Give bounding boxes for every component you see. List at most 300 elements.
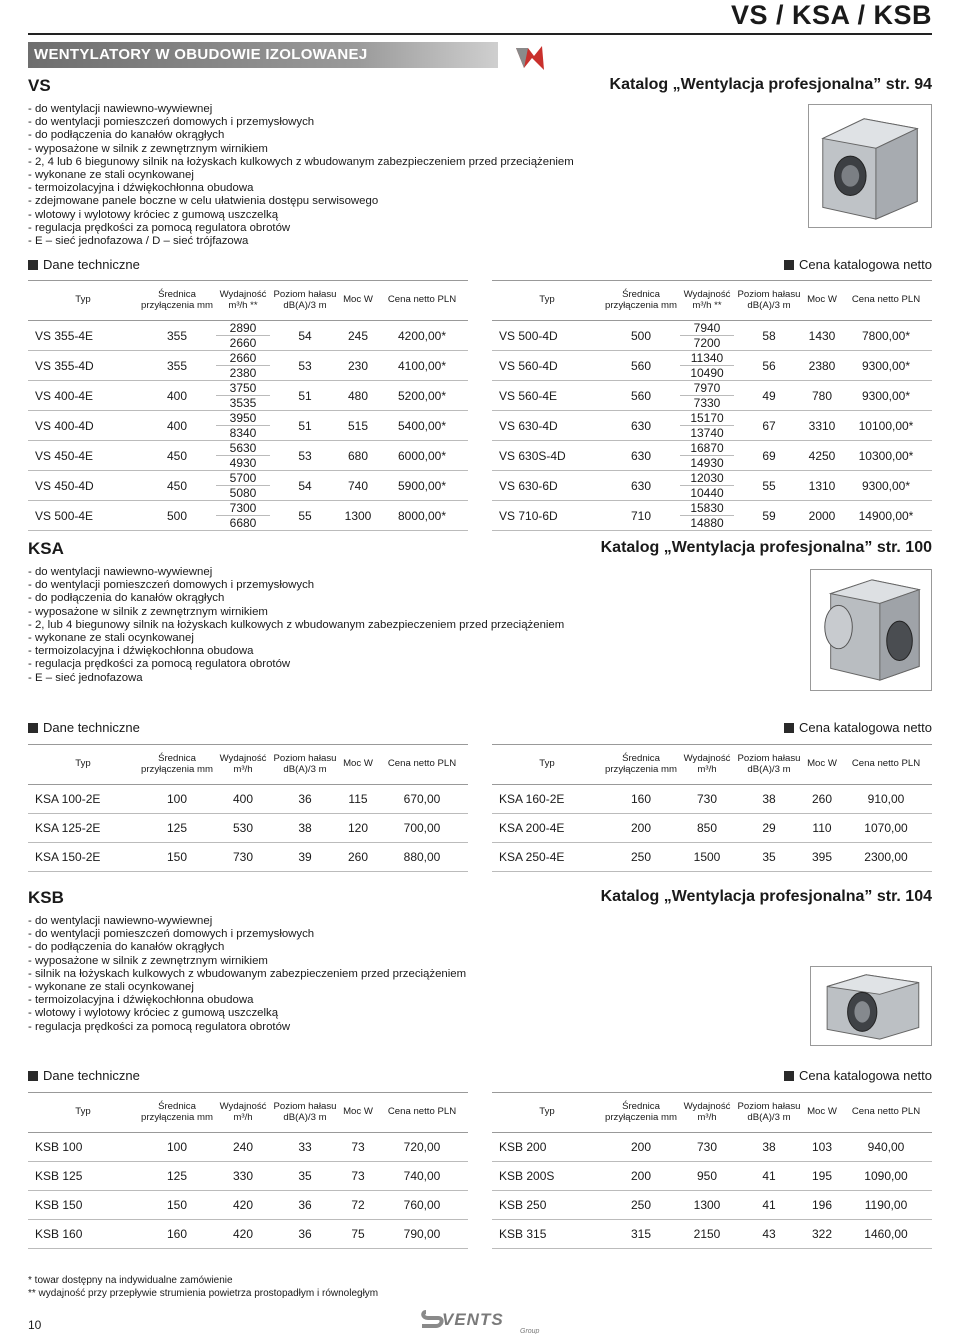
- cell-cena: 740,00: [376, 1162, 468, 1191]
- cell-typ: VS 355-4E: [28, 321, 138, 351]
- cell-moc: 740: [340, 471, 376, 501]
- col-typ: Typ: [492, 1093, 602, 1133]
- cell-srednica: 250: [602, 843, 680, 872]
- bullet-square-icon: [28, 1071, 38, 1081]
- cell-wydajnosc: [680, 501, 734, 531]
- table-row: [492, 471, 932, 501]
- cell-srednica: 100: [138, 785, 216, 814]
- feature-item: - do wentylacji pomieszczeń domowych i przemysłowych: [28, 116, 315, 129]
- cell-wydajnosc: [216, 441, 270, 471]
- feature-item: - wykonane ze stali ocynkowanej: [28, 169, 194, 182]
- cell-cena: 14900,00*: [840, 501, 932, 531]
- cell-wydajnosc: [680, 381, 734, 411]
- flow-value: 13740: [680, 425, 734, 440]
- flow-value: 3535: [216, 395, 270, 410]
- cell-moc: 120: [340, 814, 376, 843]
- ksa-table-left: [28, 744, 468, 872]
- cell-moc: 115: [340, 785, 376, 814]
- table-row: [492, 785, 932, 814]
- flow-value: 15830: [690, 501, 724, 515]
- table-row: [28, 1191, 468, 1220]
- cell-typ: VS 400-4E: [28, 381, 138, 411]
- cell-poziom: 67: [734, 411, 804, 441]
- brand-sub: Group: [520, 1328, 540, 1334]
- brand-mark-icon: [514, 44, 546, 72]
- cell-poziom: 35: [734, 843, 804, 872]
- cell-poziom: 41: [734, 1191, 804, 1220]
- bullet-square-icon: [784, 260, 794, 270]
- cell-poziom: 58: [734, 321, 804, 351]
- cell-cena: 4100,00*: [376, 351, 468, 381]
- ksb-catalog-ref: Katalog „Wentylacja profesjonalna” str. 104: [600, 888, 932, 905]
- cell-poziom: 36: [270, 1191, 340, 1220]
- cell-typ: KSB 200S: [492, 1162, 602, 1191]
- ksa-feature-list: [28, 566, 564, 685]
- feature-item: - do podłączenia do kanałów okrągłych: [28, 592, 225, 605]
- cell-wydajnosc: [216, 471, 270, 501]
- cell-wydajnosc: 420: [216, 1220, 270, 1249]
- feature-item: - do wentylacji pomieszczeń domowych i przemysłowych: [28, 928, 315, 941]
- cell-poziom: 55: [270, 501, 340, 531]
- col-srednica: Średnica przyłączenia mm: [602, 281, 680, 321]
- cell-typ: KSA 200-4E: [492, 814, 602, 843]
- cell-cena: 8000,00*: [376, 501, 468, 531]
- col-cena: Cena netto PLN: [376, 281, 468, 321]
- page-number: 10: [28, 1318, 42, 1332]
- col-cena: Cena netto PLN: [376, 745, 468, 785]
- cell-moc: 480: [340, 381, 376, 411]
- cell-typ: KSB 100: [28, 1133, 138, 1162]
- cell-wydajnosc: [680, 351, 734, 381]
- cell-moc: 260: [340, 843, 376, 872]
- vs-section-title: VS: [28, 76, 51, 95]
- col-typ: Typ: [28, 281, 138, 321]
- flow-value: 5630: [229, 441, 257, 455]
- feature-item: - wlotowy i wylotowy króciec z gumową uszczelką: [28, 208, 279, 221]
- price-label: Cena katalogowa netto: [799, 720, 932, 735]
- bullet-square-icon: [784, 723, 794, 733]
- flow-value: 10490: [680, 365, 734, 380]
- cell-srednica: 400: [138, 381, 216, 411]
- cell-wydajnosc: 240: [216, 1133, 270, 1162]
- cell-cena: 670,00: [376, 785, 468, 814]
- price-label: Cena katalogowa netto: [799, 1068, 932, 1083]
- col-poziom: Poziom hałasu dB(A)/3 m: [270, 281, 340, 321]
- flow-value: 12030: [690, 471, 724, 485]
- cell-wydajnosc: 1300: [680, 1191, 734, 1220]
- cell-typ: KSA 150-2E: [28, 843, 138, 872]
- feature-item: - regulacja prędkości za pomocą regulatora obrotów: [28, 658, 291, 671]
- col-poziom: Poziom hałasu dB(A)/3 m: [734, 745, 804, 785]
- cell-cena: 9300,00*: [840, 351, 932, 381]
- flow-value: 6680: [216, 515, 270, 530]
- col-moc: Moc W: [340, 745, 376, 785]
- flow-value: 3950: [229, 411, 257, 425]
- cell-poziom: 38: [734, 1133, 804, 1162]
- feature-item: - E – sieć jednofazowa / D – sieć trójfazowa: [28, 235, 249, 248]
- feature-item: - zdejmowane panele boczne w celu ułatwienia dostępu serwisowego: [28, 195, 379, 208]
- cell-moc: 260: [804, 785, 840, 814]
- cell-wydajnosc: 330: [216, 1162, 270, 1191]
- flow-value: 16870: [690, 441, 724, 455]
- cell-cena: 4200,00*: [376, 321, 468, 351]
- cell-typ: KSA 160-2E: [492, 785, 602, 814]
- cell-typ: KSB 200: [492, 1133, 602, 1162]
- cell-cena: 9300,00*: [840, 381, 932, 411]
- cell-moc: 2380: [804, 351, 840, 381]
- cell-srednica: 125: [138, 814, 216, 843]
- cell-poziom: 35: [270, 1162, 340, 1191]
- cell-cena: 6000,00*: [376, 441, 468, 471]
- cell-srednica: 630: [602, 471, 680, 501]
- cell-poziom: 55: [734, 471, 804, 501]
- vs-table-right: [492, 280, 932, 531]
- cell-poziom: 38: [734, 785, 804, 814]
- cell-moc: 72: [340, 1191, 376, 1220]
- ksb-table-left: [28, 1092, 468, 1249]
- table-row: [492, 441, 932, 471]
- cell-poziom: 43: [734, 1220, 804, 1249]
- flow-value: 8340: [216, 425, 270, 440]
- table-row: [28, 814, 468, 843]
- cell-wydajnosc: 730: [680, 1133, 734, 1162]
- cell-srednica: 630: [602, 441, 680, 471]
- cell-srednica: 150: [138, 843, 216, 872]
- ksb-section: [28, 888, 932, 1258]
- flow-value: 5080: [216, 485, 270, 500]
- table-row: [28, 381, 468, 411]
- feature-item: - wyposażone w silnik z zewnętrznym wirnikiem: [28, 954, 268, 967]
- cell-moc: 1310: [804, 471, 840, 501]
- cell-wydajnosc: [216, 381, 270, 411]
- cell-cena: 9300,00*: [840, 471, 932, 501]
- cell-wydajnosc: [680, 471, 734, 501]
- cell-typ: KSA 125-2E: [28, 814, 138, 843]
- footnote: ** wydajność przy przepływie strumienia powietrza prostopadłym i równoległym: [28, 1287, 379, 1299]
- col-typ: Typ: [492, 745, 602, 785]
- cell-typ: VS 630-6D: [492, 471, 602, 501]
- cell-srednica: 560: [602, 381, 680, 411]
- flow-value: 3750: [229, 381, 257, 395]
- cell-wydajnosc: 730: [680, 785, 734, 814]
- cell-wydajnosc: 530: [216, 814, 270, 843]
- cell-poziom: 38: [270, 814, 340, 843]
- cell-srednica: 200: [602, 1162, 680, 1191]
- col-moc: Moc W: [804, 281, 840, 321]
- feature-item: - wykonane ze stali ocynkowanej: [28, 632, 194, 645]
- table-row: [492, 501, 932, 531]
- cell-typ: VS 450-4D: [28, 471, 138, 501]
- feature-item: - do wentylacji nawiewno-wywiewnej: [28, 103, 213, 115]
- flow-value: 4930: [216, 455, 270, 470]
- cell-poziom: 56: [734, 351, 804, 381]
- ksb-section-title: KSB: [28, 888, 64, 907]
- ksa-catalog-ref: Katalog „Wentylacja profesjonalna” str. 100: [600, 539, 932, 556]
- flow-value: 7330: [680, 395, 734, 410]
- col-cena: Cena netto PLN: [840, 1093, 932, 1133]
- cell-moc: 103: [804, 1133, 840, 1162]
- cell-poziom: 29: [734, 814, 804, 843]
- cell-srednica: 100: [138, 1133, 216, 1162]
- col-cena: Cena netto PLN: [840, 745, 932, 785]
- cell-srednica: 200: [602, 814, 680, 843]
- cell-moc: 3310: [804, 411, 840, 441]
- cell-moc: 195: [804, 1162, 840, 1191]
- feature-item: - wykonane ze stali ocynkowanej: [28, 981, 194, 994]
- cell-moc: 110: [804, 814, 840, 843]
- cell-moc: 395: [804, 843, 840, 872]
- table-row: [28, 1133, 468, 1162]
- cell-typ: VS 560-4E: [492, 381, 602, 411]
- cell-moc: 245: [340, 321, 376, 351]
- cell-typ: VS 560-4D: [492, 351, 602, 381]
- cell-srednica: 400: [138, 411, 216, 441]
- cell-poziom: 54: [270, 321, 340, 351]
- table-row: [28, 351, 468, 381]
- feature-item: - regulacja prędkości za pomocą regulatora obrotów: [28, 1020, 291, 1033]
- cell-moc: 73: [340, 1162, 376, 1191]
- cell-wydajnosc: 1500: [680, 843, 734, 872]
- cell-srednica: 500: [138, 501, 216, 531]
- col-wydajnosc: Wydajność m³/h **: [216, 281, 270, 321]
- col-typ: Typ: [28, 745, 138, 785]
- cell-moc: 73: [340, 1133, 376, 1162]
- cell-srednica: 160: [602, 785, 680, 814]
- cell-srednica: 125: [138, 1162, 216, 1191]
- feature-item: - do podłączenia do kanałów okrągłych: [28, 129, 225, 142]
- col-poziom: Poziom hałasu dB(A)/3 m: [270, 1093, 340, 1133]
- cell-moc: 680: [340, 441, 376, 471]
- cell-wydajnosc: 730: [216, 843, 270, 872]
- cell-poziom: 36: [270, 785, 340, 814]
- table-row: [28, 321, 468, 351]
- cell-cena: 1460,00: [840, 1220, 932, 1249]
- table-row: [28, 1162, 468, 1191]
- cell-typ: VS 630S-4D: [492, 441, 602, 471]
- bullet-square-icon: [784, 1071, 794, 1081]
- cell-wydajnosc: [216, 351, 270, 381]
- col-srednica: Średnica przyłączenia mm: [602, 745, 680, 785]
- flow-value: 2660: [229, 351, 257, 365]
- cell-wydajnosc: [216, 501, 270, 531]
- table-row: [492, 1220, 932, 1249]
- title-divider: [28, 33, 932, 35]
- cell-wydajnosc: [216, 321, 270, 351]
- cell-poziom: 36: [270, 1220, 340, 1249]
- cell-srednica: 200: [602, 1133, 680, 1162]
- cell-cena: 700,00: [376, 814, 468, 843]
- feature-item: - termoizolacyjna i dźwiękochłonna obudowa: [28, 994, 254, 1007]
- flow-value: 14930: [680, 455, 734, 470]
- vs-table-left: [28, 280, 468, 531]
- flow-value: 7300: [229, 501, 257, 515]
- ksa-section-title: KSA: [28, 539, 64, 558]
- feature-item: - do podłączenia do kanałów okrągłych: [28, 941, 225, 954]
- col-moc: Moc W: [804, 1093, 840, 1133]
- cell-wydajnosc: [216, 411, 270, 441]
- ksb-feature-list: [28, 915, 466, 1034]
- vs-catalog-ref: Katalog „Wentylacja profesjonalna” str. 94: [609, 76, 932, 93]
- feature-item: - wyposażone w silnik z zewnętrznym wirnikiem: [28, 142, 268, 155]
- table-row: [28, 501, 468, 531]
- cell-cena: 5400,00*: [376, 411, 468, 441]
- cell-typ: VS 400-4D: [28, 411, 138, 441]
- table-row: [492, 1133, 932, 1162]
- ksa-product-photo: [810, 569, 932, 691]
- cell-moc: 230: [340, 351, 376, 381]
- col-wydajnosc: Wydajność m³/h: [680, 1093, 734, 1133]
- bullet-square-icon: [28, 260, 38, 270]
- brand-name: VENTS: [442, 1310, 504, 1329]
- table-row: [492, 1162, 932, 1191]
- table-row: [28, 1220, 468, 1249]
- cell-cena: 910,00: [840, 785, 932, 814]
- col-srednica: Średnica przyłączenia mm: [138, 281, 216, 321]
- col-cena: Cena netto PLN: [840, 281, 932, 321]
- feature-item: - wyposażone w silnik z zewnętrznym wirnikiem: [28, 605, 268, 618]
- feature-item: - do wentylacji nawiewno-wywiewnej: [28, 915, 213, 927]
- cell-cena: 760,00: [376, 1191, 468, 1220]
- cell-typ: KSB 250: [492, 1191, 602, 1220]
- cell-poziom: 51: [270, 411, 340, 441]
- cell-cena: 1090,00: [840, 1162, 932, 1191]
- feature-item: - termoizolacyjna i dźwiękochłonna obudowa: [28, 182, 254, 195]
- col-cena: Cena netto PLN: [376, 1093, 468, 1133]
- cell-srednica: 500: [602, 321, 680, 351]
- cell-cena: 10100,00*: [840, 411, 932, 441]
- ksa-section: [28, 539, 932, 879]
- cell-cena: 720,00: [376, 1133, 468, 1162]
- col-typ: Typ: [28, 1093, 138, 1133]
- cell-poziom: 39: [270, 843, 340, 872]
- cell-wydajnosc: [680, 441, 734, 471]
- feature-item: - wlotowy i wylotowy króciec z gumową uszczelką: [28, 1007, 279, 1020]
- table-row: [492, 351, 932, 381]
- cell-moc: 1430: [804, 321, 840, 351]
- cell-cena: 790,00: [376, 1220, 468, 1249]
- cell-srednica: 355: [138, 351, 216, 381]
- cell-poziom: 54: [270, 471, 340, 501]
- vs-section: [28, 76, 932, 530]
- cell-srednica: 560: [602, 351, 680, 381]
- col-srednica: Średnica przyłączenia mm: [138, 1093, 216, 1133]
- cell-wydajnosc: [680, 321, 734, 351]
- tech-data-label: Dane techniczne: [43, 720, 140, 735]
- feature-item: - do wentylacji nawiewno-wywiewnej: [28, 566, 213, 578]
- table-row: [492, 843, 932, 872]
- ksb-table-right: [492, 1092, 932, 1249]
- table-row: [28, 441, 468, 471]
- col-srednica: Średnica przyłączenia mm: [602, 1093, 680, 1133]
- cell-typ: KSB 315: [492, 1220, 602, 1249]
- vents-logo: [420, 1308, 550, 1334]
- col-typ: Typ: [492, 281, 602, 321]
- table-row: [492, 814, 932, 843]
- cell-moc: 1300: [340, 501, 376, 531]
- cell-srednica: 355: [138, 321, 216, 351]
- table-row: [492, 381, 932, 411]
- cell-typ: VS 710-6D: [492, 501, 602, 531]
- cell-typ: KSA 250-4E: [492, 843, 602, 872]
- col-srednica: Średnica przyłączenia mm: [138, 745, 216, 785]
- cell-wydajnosc: 850: [680, 814, 734, 843]
- page-title: VS / KSA / KSB: [730, 0, 932, 30]
- col-wydajnosc: Wydajność m³/h **: [680, 281, 734, 321]
- price-label: Cena katalogowa netto: [799, 257, 932, 272]
- cell-moc: 2000: [804, 501, 840, 531]
- cell-srednica: 160: [138, 1220, 216, 1249]
- col-wydajnosc: Wydajność m³/h: [216, 745, 270, 785]
- cell-typ: KSB 150: [28, 1191, 138, 1220]
- cell-srednica: 710: [602, 501, 680, 531]
- cell-poziom: 49: [734, 381, 804, 411]
- cell-srednica: 450: [138, 471, 216, 501]
- cell-typ: KSB 160: [28, 1220, 138, 1249]
- table-row: [492, 411, 932, 441]
- flow-value: 7200: [680, 335, 734, 350]
- cell-wydajnosc: 400: [216, 785, 270, 814]
- feature-item: - regulacja prędkości za pomocą regulatora obrotów: [28, 221, 291, 234]
- cell-wydajnosc: 950: [680, 1162, 734, 1191]
- cell-typ: VS 500-4D: [492, 321, 602, 351]
- cell-moc: 515: [340, 411, 376, 441]
- cell-poziom: 53: [270, 441, 340, 471]
- cell-srednica: 250: [602, 1191, 680, 1220]
- feature-item: - do wentylacji pomieszczeń domowych i przemysłowych: [28, 579, 315, 592]
- category-banner: WENTYLATORY W OBUDOWIE IZOLOWANEJ: [28, 42, 498, 68]
- cell-typ: VS 450-4E: [28, 441, 138, 471]
- flow-value: 2890: [229, 321, 257, 335]
- cell-cena: 5200,00*: [376, 381, 468, 411]
- table-row: [492, 1191, 932, 1220]
- flow-value: 7940: [693, 321, 721, 335]
- col-moc: Moc W: [804, 745, 840, 785]
- cell-cena: 10300,00*: [840, 441, 932, 471]
- footnote: * towar dostępny na indywidualne zamówienie: [28, 1275, 233, 1286]
- col-wydajnosc: Wydajność m³/h: [216, 1093, 270, 1133]
- cell-wydajnosc: [680, 411, 734, 441]
- table-row: [28, 785, 468, 814]
- cell-typ: VS 500-4E: [28, 501, 138, 531]
- cell-moc: 75: [340, 1220, 376, 1249]
- col-poziom: Poziom hałasu dB(A)/3 m: [734, 1093, 804, 1133]
- cell-moc: 4250: [804, 441, 840, 471]
- col-wydajnosc: Wydajność m³/h: [680, 745, 734, 785]
- cell-wydajnosc: 2150: [680, 1220, 734, 1249]
- cell-poziom: 53: [270, 351, 340, 381]
- flow-value: 14880: [680, 515, 734, 530]
- cell-srednica: 315: [602, 1220, 680, 1249]
- cell-moc: 196: [804, 1191, 840, 1220]
- col-moc: Moc W: [340, 281, 376, 321]
- cell-srednica: 150: [138, 1191, 216, 1220]
- vs-feature-list: [28, 103, 574, 248]
- cell-cena: 2300,00: [840, 843, 932, 872]
- cell-poziom: 51: [270, 381, 340, 411]
- table-row: [28, 411, 468, 441]
- flow-value: 5700: [229, 471, 257, 485]
- col-moc: Moc W: [340, 1093, 376, 1133]
- feature-item: - E – sieć jednofazowa: [28, 671, 143, 684]
- cell-typ: VS 355-4D: [28, 351, 138, 381]
- col-poziom: Poziom hałasu dB(A)/3 m: [270, 745, 340, 785]
- cell-srednica: 450: [138, 441, 216, 471]
- cell-cena: 880,00: [376, 843, 468, 872]
- bullet-square-icon: [28, 723, 38, 733]
- flow-value: 7970: [693, 381, 721, 395]
- cell-cena: 1070,00: [840, 814, 932, 843]
- cell-cena: 5900,00*: [376, 471, 468, 501]
